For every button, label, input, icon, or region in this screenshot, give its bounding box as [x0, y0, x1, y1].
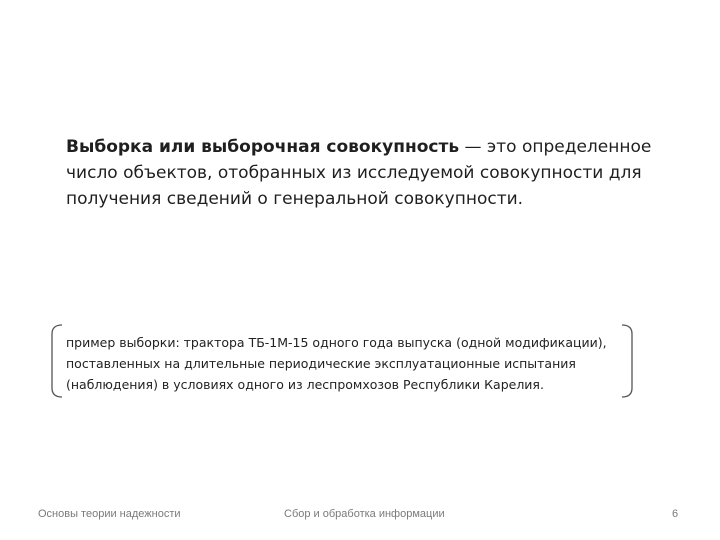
footer-section-title: Сбор и обработка информации: [284, 508, 445, 520]
footer-page-number: 6: [672, 508, 679, 520]
left-bracket: [52, 325, 62, 397]
footer-course-title: Основы теории надежности: [38, 508, 181, 520]
definition-term: Выборка или выборочная совокупность: [66, 137, 460, 157]
example-text: пример выборки: трактора ТБ-1М-15 одного года выпуска (одной модификации), поставленных на длительные периодические эксплуатационные испытания (наблюдения) в условиях одного из леспромхозов Республики Карелия.: [66, 335, 607, 392]
definition-text: — это определенное число объектов, отобранных из исследуемой совокупности для получения сведений о генеральной совокупности.: [66, 137, 652, 209]
example-block: [46, 322, 638, 400]
definition-paragraph: [66, 134, 676, 212]
